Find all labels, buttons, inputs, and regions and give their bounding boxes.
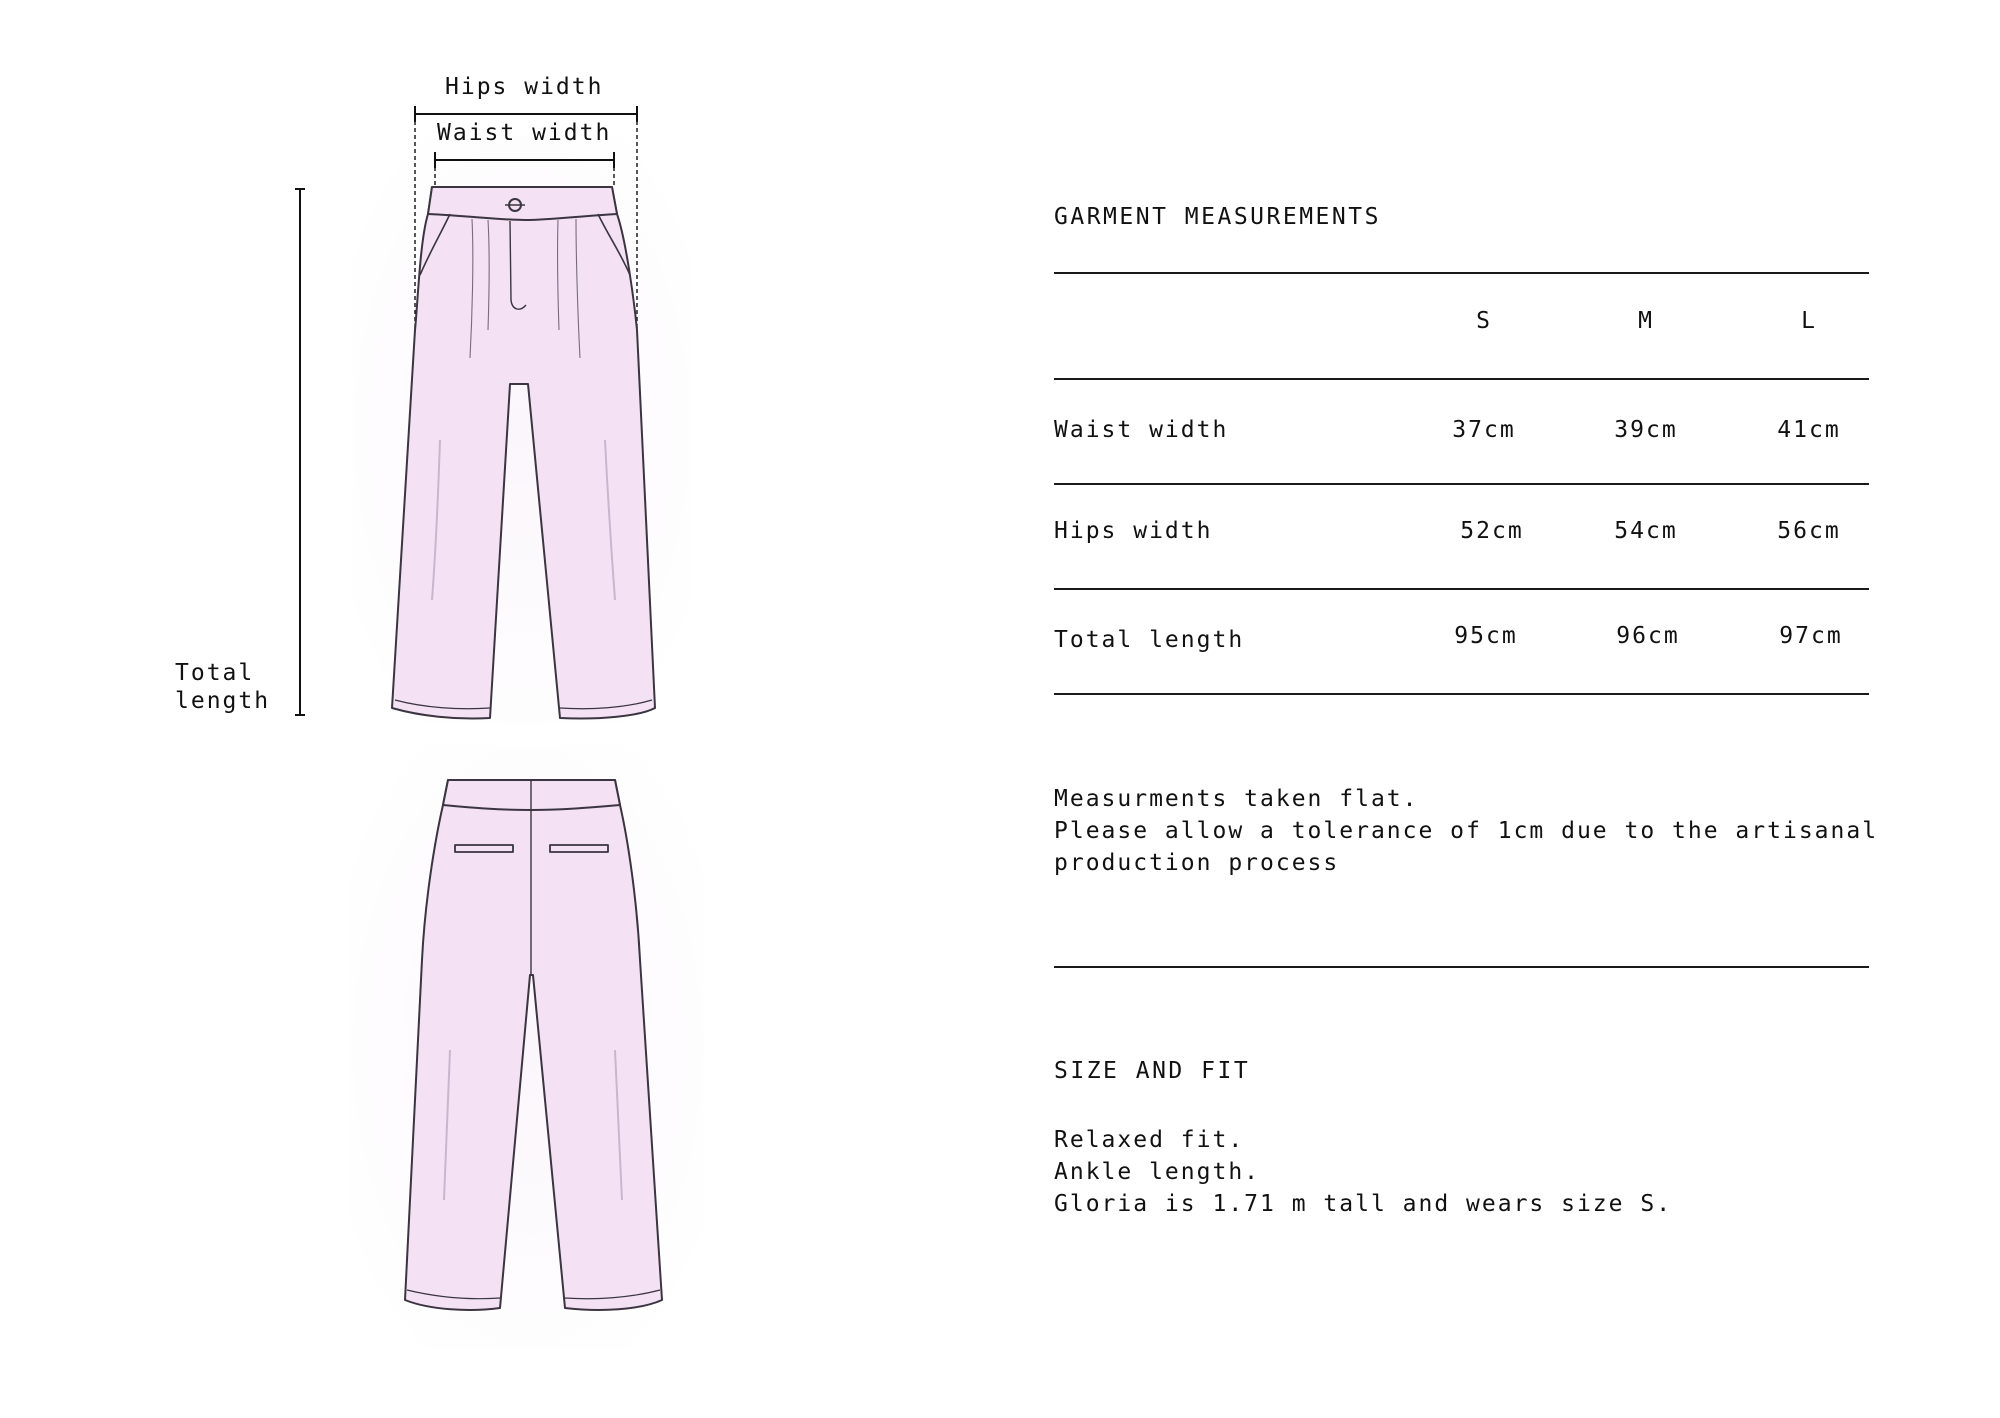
cell-hips-m: 54cm [1614,518,1678,544]
measurement-note [1054,783,1878,879]
fit-line: Gloria is 1.71 m tall and wears size S. [1054,1191,1673,1217]
total-length-label-line2: length [175,688,271,714]
table-divider [1054,693,1869,695]
row-label-total-length: Total length [1054,627,1245,653]
note-line: Measurments taken flat. [1054,786,1419,812]
note-line: Please allow a tolerance of 1cm due to the artisanal [1054,818,1879,844]
table-divider [1054,378,1869,380]
cell-length-l: 97cm [1779,623,1843,649]
table-divider [1054,483,1869,485]
hips-width-label: Hips width [445,74,604,100]
table-divider [1054,272,1869,274]
table-divider [1054,588,1869,590]
cell-waist-m: 39cm [1614,417,1678,443]
cell-length-s: 95cm [1454,623,1518,649]
total-length-label [175,659,270,715]
row-label-hips-width: Hips width [1054,518,1213,544]
total-length-label-line1: Total [175,660,255,686]
cell-waist-s: 37cm [1452,417,1516,443]
cell-waist-l: 41cm [1777,417,1841,443]
fit-line: Ankle length. [1054,1159,1261,1185]
note-line: production process [1054,850,1340,876]
cell-hips-s: 52cm [1460,518,1524,544]
cell-hips-l: 56cm [1777,518,1841,544]
garment-illustration [0,0,1000,1414]
column-header-l: L [1801,308,1817,334]
column-header-m: M [1638,308,1654,334]
garment-measurements-title: GARMENT MEASUREMENTS [1054,204,1381,230]
row-label-waist-width: Waist width [1054,417,1229,443]
measurements-panel [1054,0,1879,1414]
size-and-fit-description [1054,1124,1672,1220]
fit-line: Relaxed fit. [1054,1127,1245,1153]
cell-length-m: 96cm [1616,623,1680,649]
section-divider [1054,966,1869,968]
column-header-s: S [1476,308,1492,334]
waist-width-label: Waist width [437,120,612,146]
size-and-fit-title: SIZE AND FIT [1054,1058,1251,1084]
total-length-dimension [295,189,305,715]
trousers-drawing [0,0,1000,1414]
